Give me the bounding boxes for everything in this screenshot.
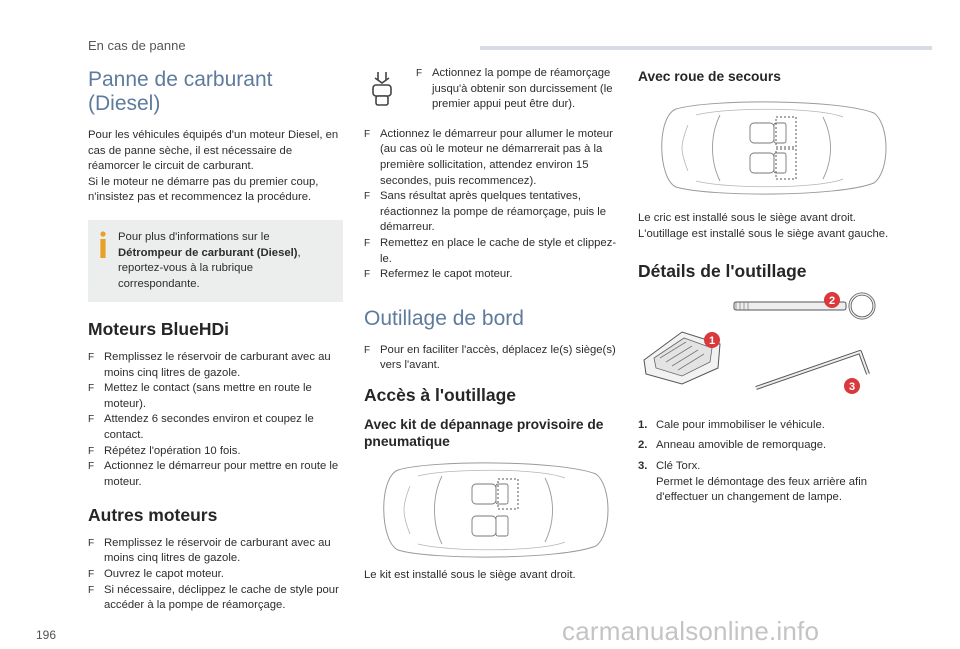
tool-kit-illustration (632, 292, 894, 402)
running-head: En cas de panne (88, 38, 186, 53)
svg-text:3: 3 (848, 380, 856, 393)
list-item: F Remplissez le réservoir de carburant avec au moins cinq litres de gazole. (88, 536, 331, 565)
bluehdi-steps (88, 350, 343, 490)
step-bullet: F (364, 191, 371, 203)
info-box (88, 220, 343, 302)
step-bullet: F (364, 237, 371, 249)
watermark: carmanualsonline.info (562, 616, 820, 646)
primer-pump-icon (364, 70, 400, 108)
list-item: F Attendez 6 secondes environ et coupez le contact. (88, 413, 314, 441)
list-item: F Ouvrez le capot moteur. (88, 567, 343, 583)
spare-caption: Le cric est installé sous le siège avant droit. L'outillage est installé sous le siège avant gauche. (638, 212, 889, 240)
item-number: 1. (638, 418, 648, 431)
section-title-fuel (88, 68, 343, 116)
info-text-pre: Pour plus d'informations sur le (118, 230, 270, 243)
step-bullet: F (364, 128, 371, 140)
list-item: F Refermez le capot moteur. (364, 267, 622, 283)
column-right (638, 66, 908, 511)
pump-step (416, 66, 622, 113)
list-item: F Actionnez le démarreur pour mettre en route le moteur. (88, 460, 339, 488)
intro-paragraph-2: Si le moteur ne démarre pas du premier coup, n'insistez pas et recommencez la procédure. (88, 175, 319, 204)
step-bullet: F (364, 269, 371, 281)
tool-details-list (638, 418, 908, 506)
info-text-bold: Détrompeur de carburant (Diesel) (118, 246, 298, 259)
info-icon (97, 231, 109, 259)
section-title-tools: Outillage de bord (364, 306, 524, 330)
list-item: F Actionnez le démarreur pour allumer le moteur (au cas où le moteur ne démarrerait pas à la première sollicitation, attendez environ 15 secondes, puis recommencez). (364, 127, 613, 187)
list-item: F Actionnez la pompe de réamorçage jusqu'à obtenir son durcissement (le premier appui peut être dur). (416, 67, 613, 111)
other-engines-title: Autres moteurs (88, 505, 218, 526)
step-bullet: F (88, 351, 95, 363)
page-number: 196 (36, 628, 57, 642)
list-item: F Si nécessaire, déclippez le cache de style pour accéder à la pompe de réamorçage. (88, 583, 339, 612)
other-engines-steps (88, 536, 343, 614)
title-line-1: Panne de carburant (88, 68, 273, 91)
tool-details-title: Détails de l'outillage (638, 261, 807, 282)
list-item: 1. Cale pour immobiliser le véhicule. (638, 418, 908, 434)
step-bullet: F (88, 461, 95, 473)
callout-2 (824, 292, 840, 308)
step-bullet: F (88, 414, 95, 426)
restart-steps (364, 127, 622, 283)
list-item: 3. Clé Torx. Permet le démontage des feux arrière afin d'effectuer un changement de lampe. (638, 459, 867, 504)
title-line-2: (Diesel) (88, 92, 161, 115)
svg-text:2: 2 (828, 294, 836, 307)
car-diagram-kit (370, 456, 615, 564)
svg-text:1: 1 (708, 334, 716, 347)
info-text-post: , reportez-vous à la rubrique correspondante. (118, 246, 301, 290)
list-item: 2. Anneau amovible de remorquage. (638, 438, 908, 454)
list-item: F Remettez en place le cache de style et clippez-le. (364, 236, 617, 265)
step-bullet: F (88, 569, 95, 581)
step-bullet: F (88, 445, 95, 457)
step-bullet: F (88, 584, 95, 596)
access-title: Accès à l'outillage (364, 384, 516, 405)
kit-title: Avec kit de dépannage provisoire de pneumatique (364, 416, 604, 449)
list-item: F Sans résultat après quelques tentatives, réactionnez la pompe de réamorçage, puis le démarreur. (364, 190, 607, 234)
list-item: F Pour en faciliter l'accès, déplacez le(s) siège(s) vers l'avant. (364, 343, 616, 372)
column-left (88, 68, 343, 614)
item-number: 3. (638, 459, 648, 472)
bluehdi-title: Moteurs BlueHDi (88, 319, 229, 340)
callout-3 (844, 378, 860, 394)
pump-step-row (364, 66, 622, 113)
info-text (118, 230, 333, 292)
list-item: F Remplissez le réservoir de carburant avec au moins cinq litres de gazole. (88, 350, 331, 379)
step-bullet: F (88, 537, 95, 549)
column-middle (364, 66, 622, 583)
callout-1 (704, 332, 720, 348)
item-subtext: Permet le démontage des feux arrière afin d'effectuer un changement de lampe. (656, 475, 867, 504)
step-bullet: F (364, 344, 371, 356)
step-bullet: F (88, 383, 95, 395)
spare-wheel-title: Avec roue de secours (638, 69, 781, 84)
step-bullet: F (416, 68, 423, 79)
header-bar (480, 46, 932, 50)
intro-paragraph: Pour les véhicules équipés d'un moteur Diesel, en cas de panne sèche, il est nécessaire de réamorcer le circuit de carburant. (88, 129, 339, 173)
list-item: F Mettez le contact (sans mettre en route le moteur). (88, 382, 312, 410)
list-item: F Répétez l'opération 10 fois. (88, 444, 343, 460)
tools-steps (364, 343, 622, 374)
item-number: 2. (638, 439, 648, 452)
car-diagram-spare (650, 95, 892, 201)
kit-caption: Le kit est installé sous le siège avant droit. (364, 568, 576, 581)
